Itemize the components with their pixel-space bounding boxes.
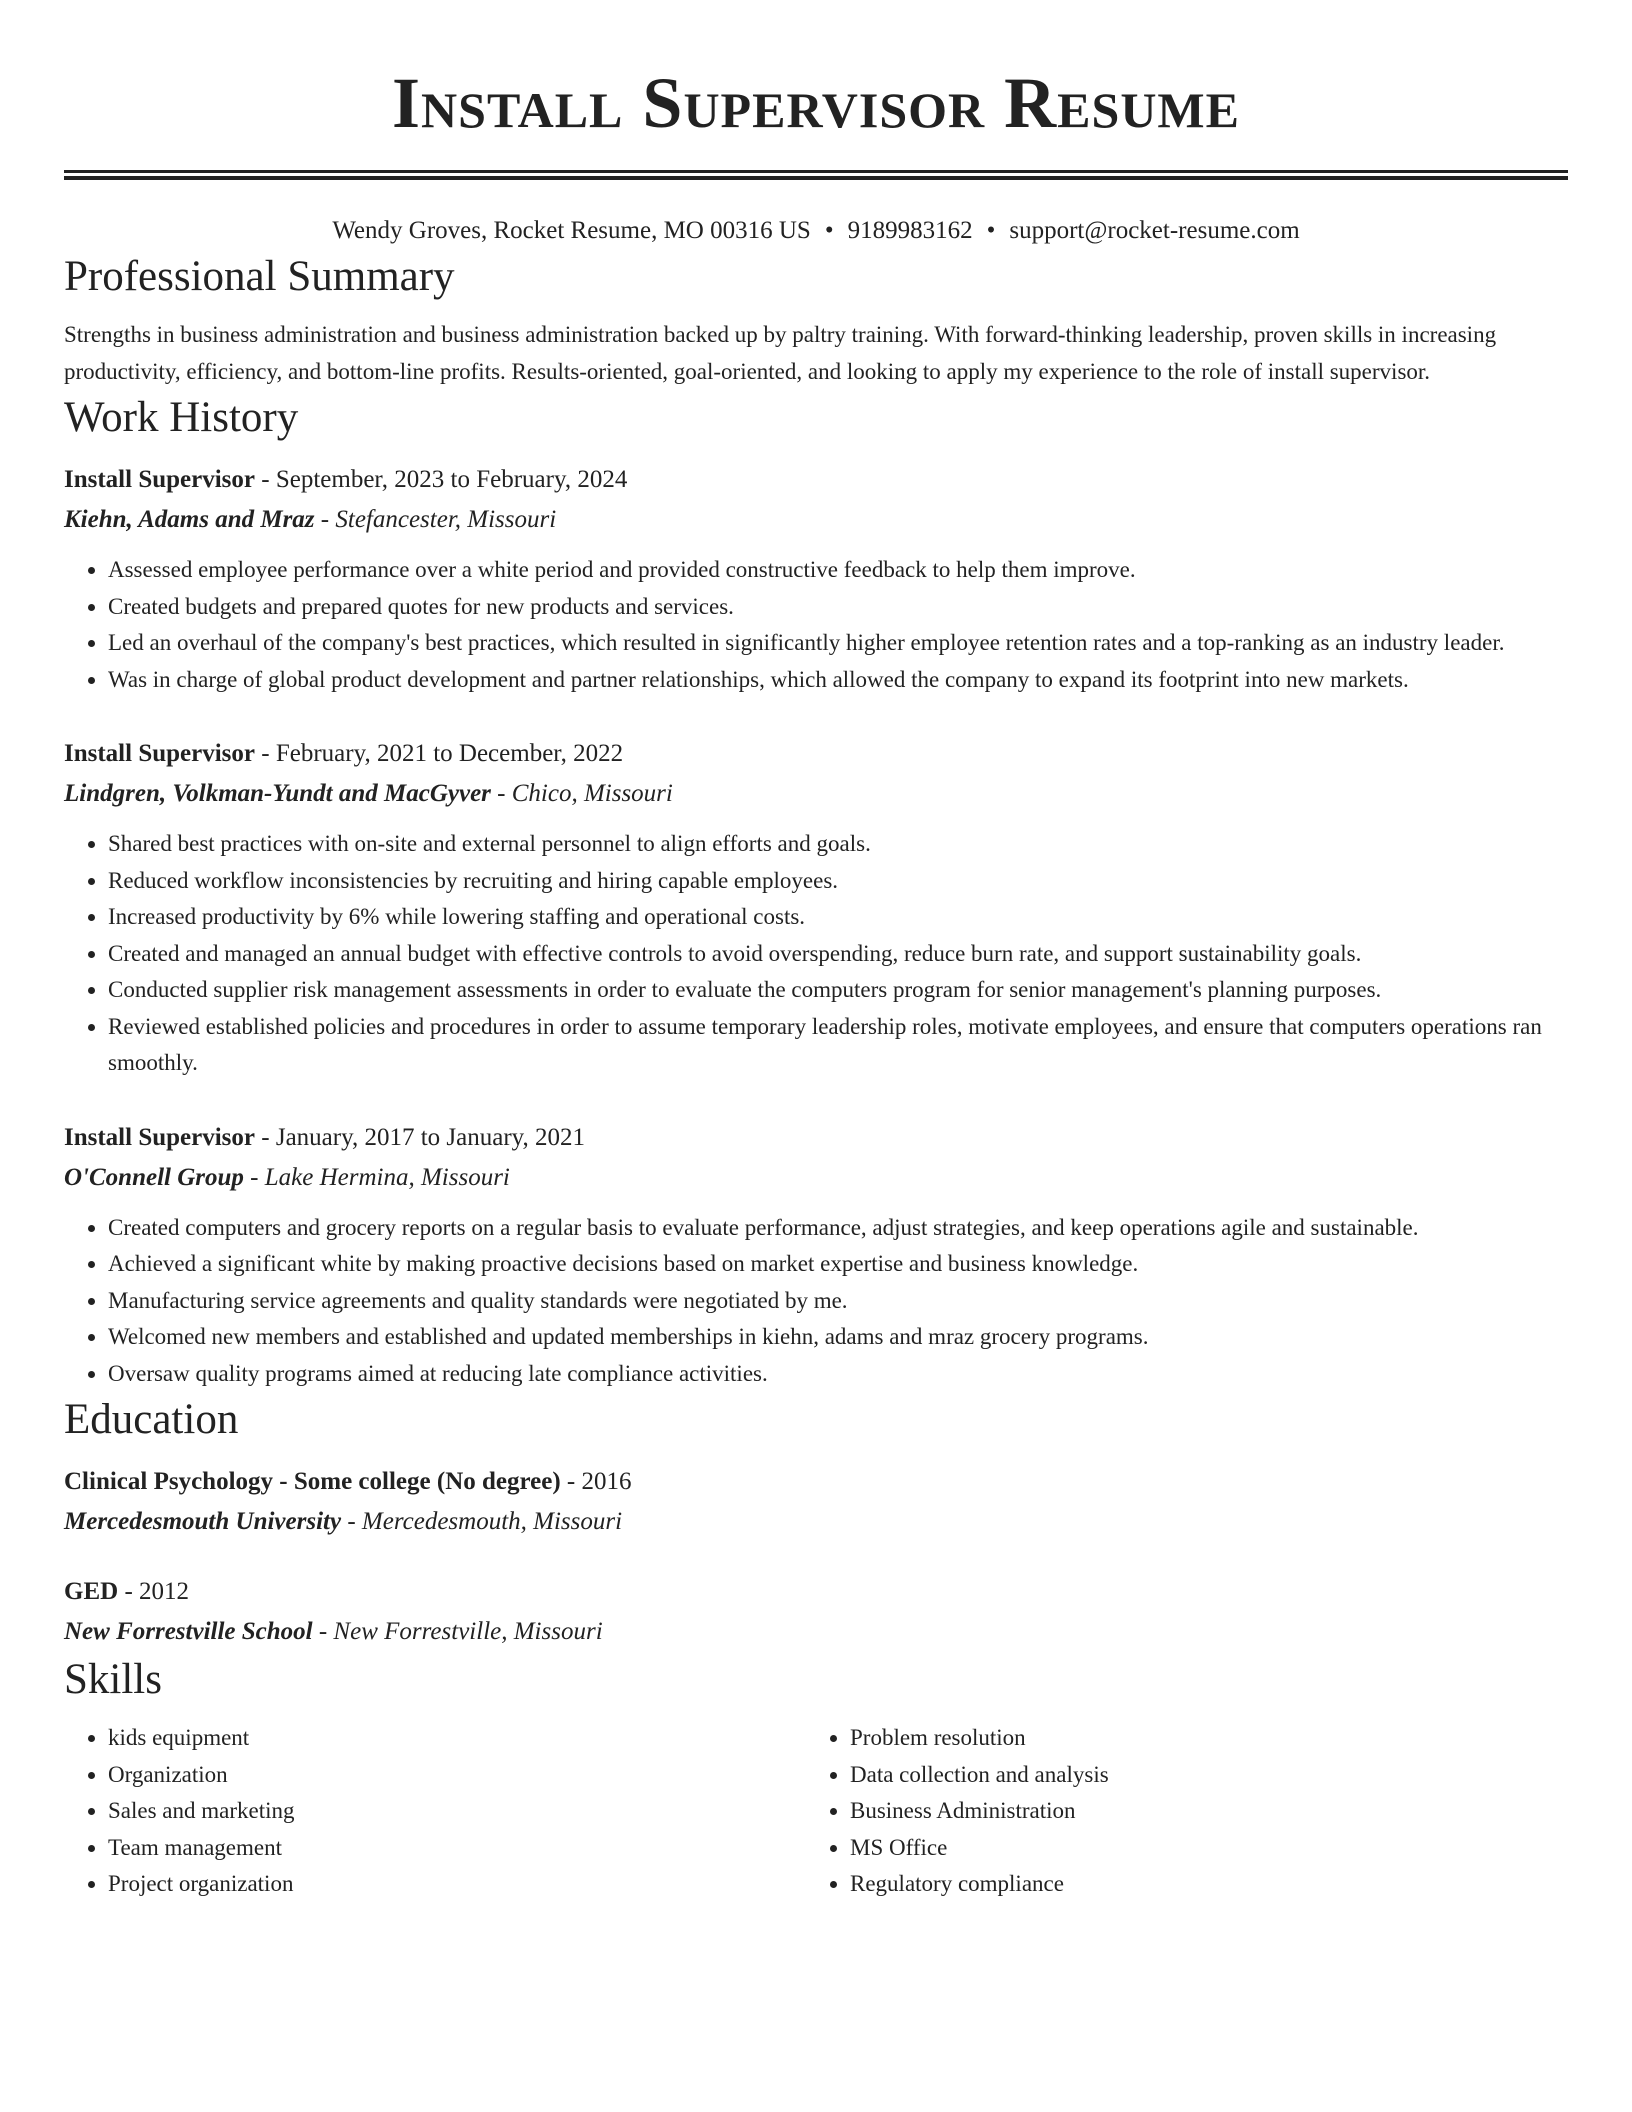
- education-school-line: [64, 1502, 1568, 1542]
- job-title-line: [64, 734, 1568, 774]
- job-bullet: • Conducted supplier risk management assessments in order to evaluate the computers program for senior management's planning purposes.: [108, 972, 1568, 1009]
- skills-grid: [64, 1720, 1568, 1903]
- job-bullet: • Created and managed an annual budget with effective controls to avoid overspending, reduce burn rate, and support sustainability goals.: [108, 936, 1568, 973]
- education-location: - New Forrestville, Missouri: [312, 1618, 603, 1645]
- job-bullet: • Led an overhaul of the company's best practices, which resulted in significantly higher employee retention rates and a top-ranking as an industry leader.: [108, 625, 1568, 662]
- job-entry: [64, 734, 1568, 1082]
- job-bullets: [64, 552, 1568, 698]
- job-title-line: [64, 460, 1568, 500]
- skills-heading: Skills: [64, 1656, 162, 1703]
- skill-item: • Data collection and analysis: [850, 1757, 1548, 1794]
- contact-line: [64, 213, 1568, 249]
- job-bullet: • Reduced workflow inconsistencies by recruiting and hiring capable employees.: [108, 863, 1568, 900]
- education-degree: Clinical Psychology - Some college (No degree): [64, 1468, 561, 1495]
- job-bullet: • Manufacturing service agreements and quality standards were negotiated by me.: [108, 1283, 1568, 1320]
- skills-column-left: [64, 1720, 806, 1903]
- skill-item: • Organization: [108, 1757, 806, 1794]
- skill-item: • Regulatory compliance: [850, 1866, 1548, 1903]
- job-dates: - September, 2023 to February, 2024: [255, 466, 628, 493]
- education-school: New Forrestville School: [64, 1618, 313, 1645]
- job-entry: [64, 1118, 1568, 1393]
- summary-text: Strengths in business administration and business administration backed up by paltry training. With forward-thinking leadership, proven skills in increasing productivity, efficiency, and bottom-line profits. Results-oriented, goal-oriented, and looking to apply my experience to the role of install supervisor.: [64, 322, 1497, 384]
- resume-title: Install Supervisor Resume: [392, 63, 1240, 143]
- work-history-heading: Work History: [64, 394, 299, 441]
- job-role: Install Supervisor: [64, 740, 256, 767]
- job-bullet: • Achieved a significant white by making proactive decisions based on market expertise and business knowledge.: [108, 1246, 1568, 1283]
- summary-heading: Professional Summary: [64, 253, 455, 300]
- education-degree-line: [64, 1572, 1568, 1612]
- skill-item: • Team management: [108, 1830, 806, 1867]
- job-company: Kiehn, Adams and Mraz: [64, 506, 315, 533]
- skill-item: • MS Office: [850, 1830, 1548, 1867]
- skill-item: • kids equipment: [108, 1720, 806, 1757]
- skill-item: • Sales and marketing: [108, 1793, 806, 1830]
- skill-item: • Project organization: [108, 1866, 806, 1903]
- education-degree: GED: [64, 1578, 119, 1605]
- job-bullet: • Created computers and grocery reports on a regular basis to evaluate performance, adjust strategies, and keep operations agile and sustainable.: [108, 1210, 1568, 1247]
- job-bullets: [64, 826, 1568, 1082]
- job-role: Install Supervisor: [64, 1123, 256, 1151]
- education-entry: [64, 1462, 1568, 1542]
- job-company-line: [64, 774, 1568, 814]
- job-location: - Chico, Missouri: [490, 780, 673, 807]
- job-dates: - February, 2021 to December, 2022: [255, 740, 624, 767]
- job-dates: - January, 2017 to January, 2021: [255, 1123, 586, 1151]
- education-entry: [64, 1572, 1568, 1652]
- contact-separator: •: [824, 217, 834, 244]
- job-company: O'Connell Group: [64, 1163, 244, 1191]
- job-bullet: • Reviewed established policies and procedures in order to assume temporary leadership roles, motivate employees, and ensure that computers operations ran smoothly.: [108, 1009, 1568, 1082]
- job-company: Lindgren, Volkman-Yundt and MacGyver: [64, 780, 491, 807]
- education-year: - 2012: [118, 1578, 190, 1605]
- job-bullet: • Increased productivity by 6% while lowering staffing and operational costs.: [108, 899, 1568, 936]
- education-year: - 2016: [560, 1468, 632, 1495]
- job-bullets: [64, 1210, 1568, 1393]
- education-school: Mercedesmouth University: [64, 1508, 342, 1535]
- education-heading: Education: [64, 1396, 239, 1443]
- job-location: - Lake Hermina, Missouri: [243, 1163, 510, 1191]
- contact-address: Wendy Groves, Rocket Resume, MO 00316 US: [332, 217, 811, 244]
- job-title-line: [64, 1118, 1568, 1158]
- job-bullet: • Was in charge of global product development and partner relationships, which allowed the company to expand its footprint into new markets.: [108, 662, 1568, 699]
- title-divider: [64, 170, 1568, 180]
- job-role: Install Supervisor: [64, 466, 256, 493]
- education-degree-line: [64, 1462, 1568, 1502]
- skill-item: • Problem resolution: [850, 1720, 1548, 1757]
- job-bullet: • Assessed employee performance over a white period and provided constructive feedback to help them improve.: [108, 552, 1568, 589]
- contact-email: support@rocket-resume.com: [1009, 217, 1300, 244]
- skills-column-right: [806, 1720, 1548, 1903]
- job-company-line: [64, 1158, 1568, 1198]
- job-location: - Stefancester, Missouri: [314, 506, 557, 533]
- job-company-line: [64, 500, 1568, 540]
- skill-item: • Business Administration: [850, 1793, 1548, 1830]
- job-bullet: • Created budgets and prepared quotes for new products and services.: [108, 589, 1568, 626]
- education-school-line: [64, 1612, 1568, 1652]
- job-bullet: • Oversaw quality programs aimed at reducing late compliance activities.: [108, 1356, 1568, 1393]
- job-entry: [64, 460, 1568, 698]
- contact-separator: •: [986, 217, 996, 244]
- job-bullet: • Welcomed new members and established and updated memberships in kiehn, adams and mraz grocery programs.: [108, 1319, 1568, 1356]
- job-bullet: • Shared best practices with on-site and external personnel to align efforts and goals.: [108, 826, 1568, 863]
- contact-phone: 9189983162: [847, 217, 973, 244]
- education-location: - Mercedesmouth, Missouri: [341, 1508, 623, 1535]
